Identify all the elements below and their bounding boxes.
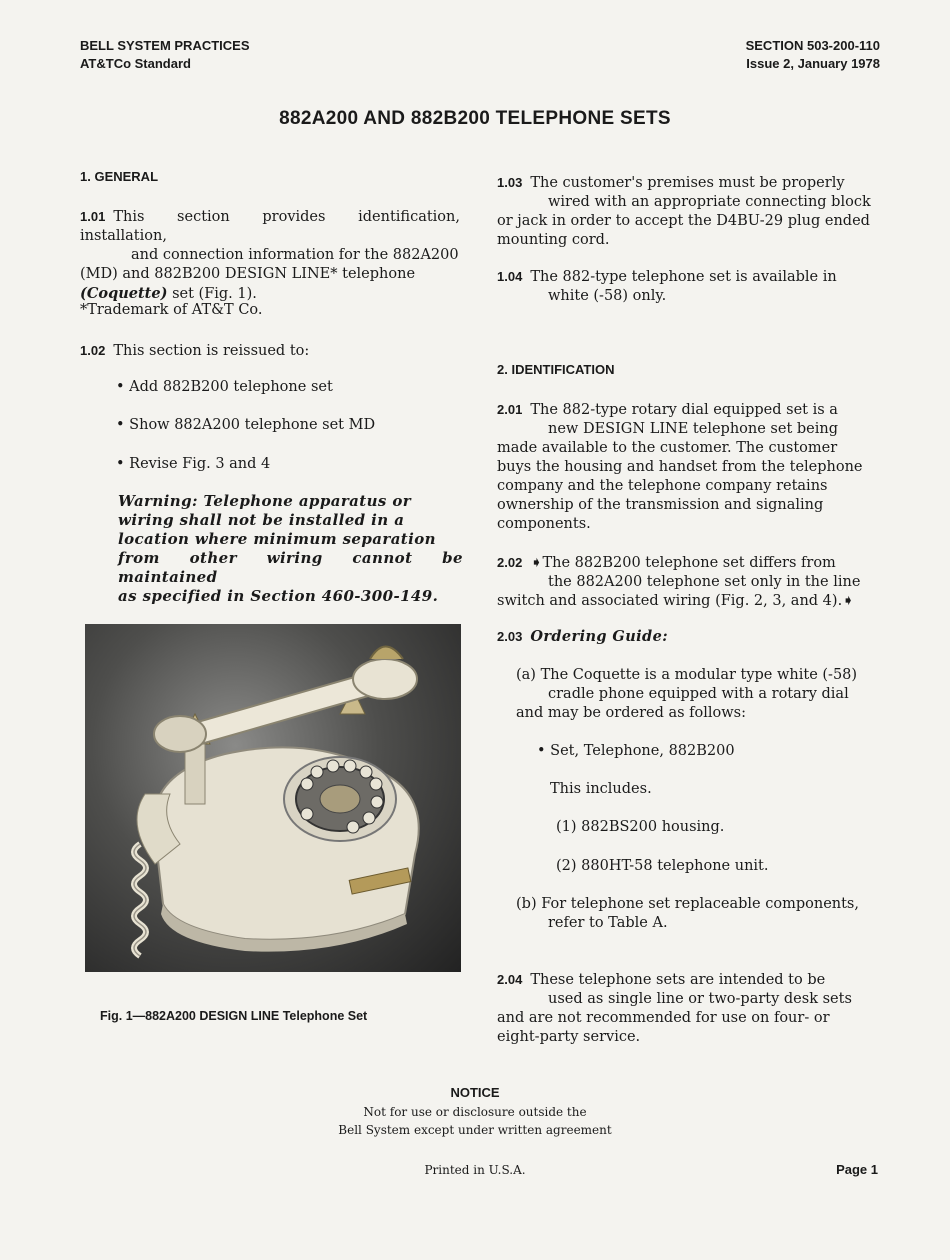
coquette-telephone-illustration [85,624,461,972]
text-line: The 882-type rotary dial equipped set is a [530,402,838,418]
header-section: SECTION 503-200-110 [745,38,880,53]
text-line: new DESIGN LINE telephone set being [548,421,839,437]
bullet-text: Revise Fig. 3 and 4 [129,456,271,472]
reissue-bullet-1: • Add 882B200 telephone set [116,379,333,395]
notice-line: Not for use or disclosure outside the [363,1105,587,1119]
ordering-item-2: (2) 880HT-58 telephone unit. [556,858,769,874]
warning-block [118,492,463,606]
trademark-note: *Trademark of AT&T Co. [80,302,263,318]
includes-text: This includes. [550,781,652,797]
page-edge-shadow [0,0,6,1260]
header-right [746,37,880,73]
paragraph-1-03 [497,173,879,250]
warning-line: as specified in Section 460-300-149. [118,587,439,605]
paragraph-2-02 [497,553,879,611]
text-line: This section provides identification, installation, [80,209,460,244]
page-number: Page 1 [836,1162,878,1177]
notice-heading: NOTICE [450,1085,500,1100]
text-line: and are not recommended for use on four- or [497,1010,830,1026]
paragraph-2-01 [497,400,879,534]
bullet-text: Show 882A200 telephone set MD [129,417,376,433]
telephone-photo [85,624,461,972]
paragraph-number: 2.01 [497,402,523,417]
text-line: (b) For telephone set replaceable components, [516,896,859,912]
figure-1-caption: Fig. 1—882A200 DESIGN LINE Telephone Set [100,1009,368,1023]
ordering-guide-heading: Ordering Guide: [530,628,668,645]
paragraph-number: 1.01 [80,209,106,224]
text-line: refer to Table A. [548,915,668,931]
section-heading-identification: 2. IDENTIFICATION [497,362,615,377]
warning-line: Warning: Telephone apparatus or [118,492,412,510]
warning-line: location where minimum separation [118,530,436,548]
notice-line: Bell System except under written agreement [338,1123,612,1137]
text-line: These telephone sets are intended to be [530,972,826,988]
text-line: (a) The Coquette is a modular type white (-58) [516,667,858,683]
bullet-text: Add 882B200 telephone set [129,379,333,395]
ordering-item-a [516,666,879,723]
text-line: the 882A200 telephone set only in the line [548,574,861,590]
paragraph-1-01 [80,207,460,304]
header-left [80,37,250,73]
text-line: switch and associated wiring (Fig. 2, 3, and 4).➧ [497,593,855,609]
text-line: wired with an appropriate connecting block [548,194,871,210]
text-line: components. [497,516,591,532]
text-line: eight-party service. [497,1029,641,1045]
paragraph-1-04 [497,267,879,306]
text-line: white (-58) only. [548,288,667,304]
section-heading-general: 1. GENERAL [80,169,159,184]
ordering-item-1: (1) 882BS200 housing. [556,819,725,835]
paragraph-number: 1.04 [497,269,523,284]
text-line: company and the telephone company retains [497,478,828,494]
text-line: set (Fig. 1). [167,286,257,302]
text-line: and may be ordered as follows: [516,705,747,721]
paragraph-1-02 [80,341,309,361]
text-line: and connection information for the 882A200 [131,247,459,263]
notice-text [0,1103,950,1139]
header-issue: Issue 2, January 1978 [746,56,880,71]
text-line: cradle phone equipped with a rotary dial [548,686,849,702]
paragraph-2-04 [497,970,879,1047]
text-line: mounting cord. [497,232,610,248]
document-title: 882A200 AND 882B200 TELEPHONE SETS [279,108,671,129]
paragraph-number: 1.03 [497,175,523,190]
paragraph-number: 2.03 [497,629,523,644]
reissue-bullet-3: • Revise Fig. 3 and 4 [116,456,271,472]
text-line: This section is reissued to: [113,343,310,359]
text-line: (MD) and 882B200 DESIGN LINE* telephone [80,266,416,282]
text-line: The customer's premises must be properly [530,175,845,191]
ordering-item-b [516,895,879,933]
header-standard: AT&TCo Standard [80,56,191,71]
paragraph-2-03 [497,627,668,647]
text-line: The 882-type telephone set is available in [530,269,837,285]
paragraph-number: 2.04 [497,972,523,987]
text-line: or jack in order to accept the D4BU-29 plug ended [497,213,870,229]
reissue-bullet-2: • Show 882A200 telephone set MD [116,417,376,433]
paragraph-number: 1.02 [80,343,106,358]
coquette-name: (Coquette) [80,285,168,302]
warning-line: wiring shall not be installed in a [118,511,405,529]
bullet-text: Set, Telephone, 882B200 [550,743,735,759]
warning-line: from other wiring cannot be maintained [118,549,463,586]
text-line: made available to the customer. The customer [497,440,838,456]
paragraph-number: 2.02 [497,555,523,570]
text-line: buys the housing and handset from the telephone [497,459,863,475]
text-line: ownership of the transmission and signaling [497,497,824,513]
header-practices: BELL SYSTEM PRACTICES [80,38,250,53]
text-line: used as single line or two-party desk sets [548,991,852,1007]
text-line: ➧The 882B200 telephone set differs from [530,555,836,571]
printed-in-usa: Printed in U.S.A. [424,1163,526,1177]
set-bullet: • Set, Telephone, 882B200 [537,743,735,759]
